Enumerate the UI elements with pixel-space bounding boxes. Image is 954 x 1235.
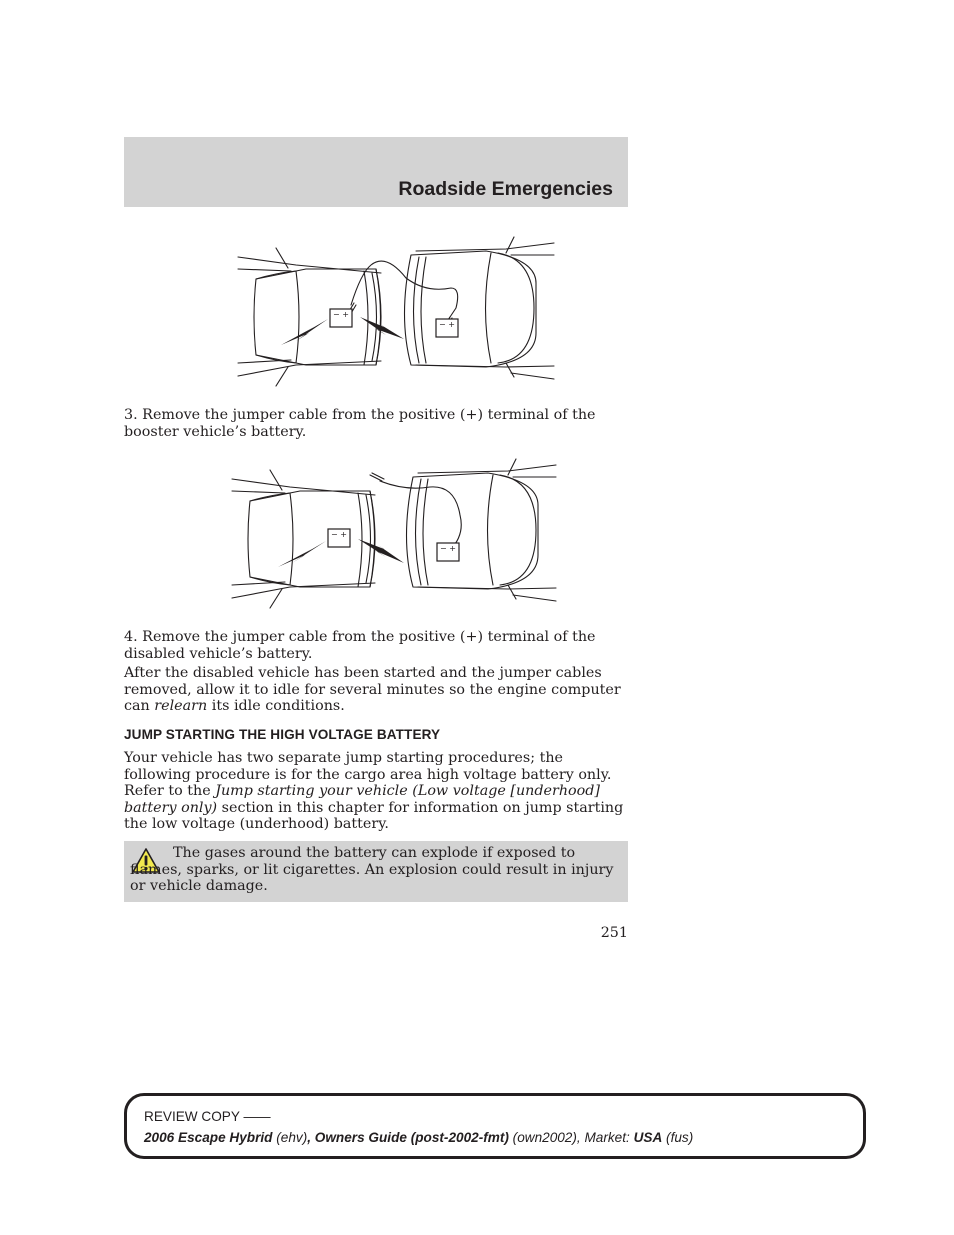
relearn-emphasis: relearn (154, 698, 208, 714)
svg-text:− +: − + (440, 544, 456, 553)
battery-icon (436, 319, 458, 337)
disabled-vehicle-outline (232, 470, 375, 608)
section-title: Roadside Emergencies (398, 178, 613, 200)
page-number: 251 (600, 925, 628, 941)
jumper-cable-diagram-1 (236, 233, 556, 398)
procedure-text: Your vehicle has two separate jump starting procedures; the following procedure is for the cargo area high voltage battery only. Refer to the Jump starting your vehicle (Low voltage [underhood] battery only) section in this chapter for information on jump starting the low voltage (underhood) battery. (124, 750, 624, 832)
booster-vehicle-outline (405, 237, 555, 379)
section-header-band (124, 137, 628, 207)
lightning-bolt-icon (278, 541, 326, 567)
cable-clamp (370, 473, 384, 481)
cross-reference-link: Jump starting your vehicle (Low voltage [underhood] battery only) (124, 783, 600, 816)
lightning-bolt-icon (281, 319, 328, 345)
battery-icon (330, 309, 352, 327)
step-3-text: 3. Remove the jumper cable from the positive (+) terminal of the booster vehicle’s battery. (124, 407, 596, 440)
battery-icon (328, 529, 350, 547)
booster-vehicle-outline (407, 459, 557, 601)
lightning-bolt-icon (358, 539, 404, 563)
jumper-cable (380, 481, 461, 550)
subheading-high-voltage: JUMP STARTING THE HIGH VOLTAGE BATTERY (124, 727, 441, 742)
footer-review-label: REVIEW COPY —— (144, 1109, 271, 1124)
svg-text:− +: − + (333, 310, 349, 319)
svg-text:− +: − + (439, 320, 455, 329)
after-start-text: After the disabled vehicle has been started and the jumper cables removed, allow it to idle for several minutes so the engine computer can relearn its idle conditions. (124, 665, 621, 714)
battery-icon (437, 543, 459, 561)
footer-document-info: 2006 Escape Hybrid (ehv), Owners Guide (post-2002-fmt) (own2002), Market: USA (fus) (144, 1130, 694, 1145)
warning-text: The gases around the battery can explode if exposed to flames, sparks, or lit cigarettes. An explosion could result in injury or vehicle damage. (130, 845, 614, 894)
review-copy-footer (124, 1093, 866, 1159)
disabled-vehicle-outline (238, 248, 381, 386)
warning-box (124, 841, 628, 902)
lightning-bolt-icon (360, 317, 404, 339)
step-4-text: 4. Remove the jumper cable from the positive (+) terminal of the disabled vehicle’s battery. (124, 629, 596, 662)
jumper-cable-diagram-2 (230, 455, 560, 620)
svg-text:− +: − + (331, 530, 347, 539)
